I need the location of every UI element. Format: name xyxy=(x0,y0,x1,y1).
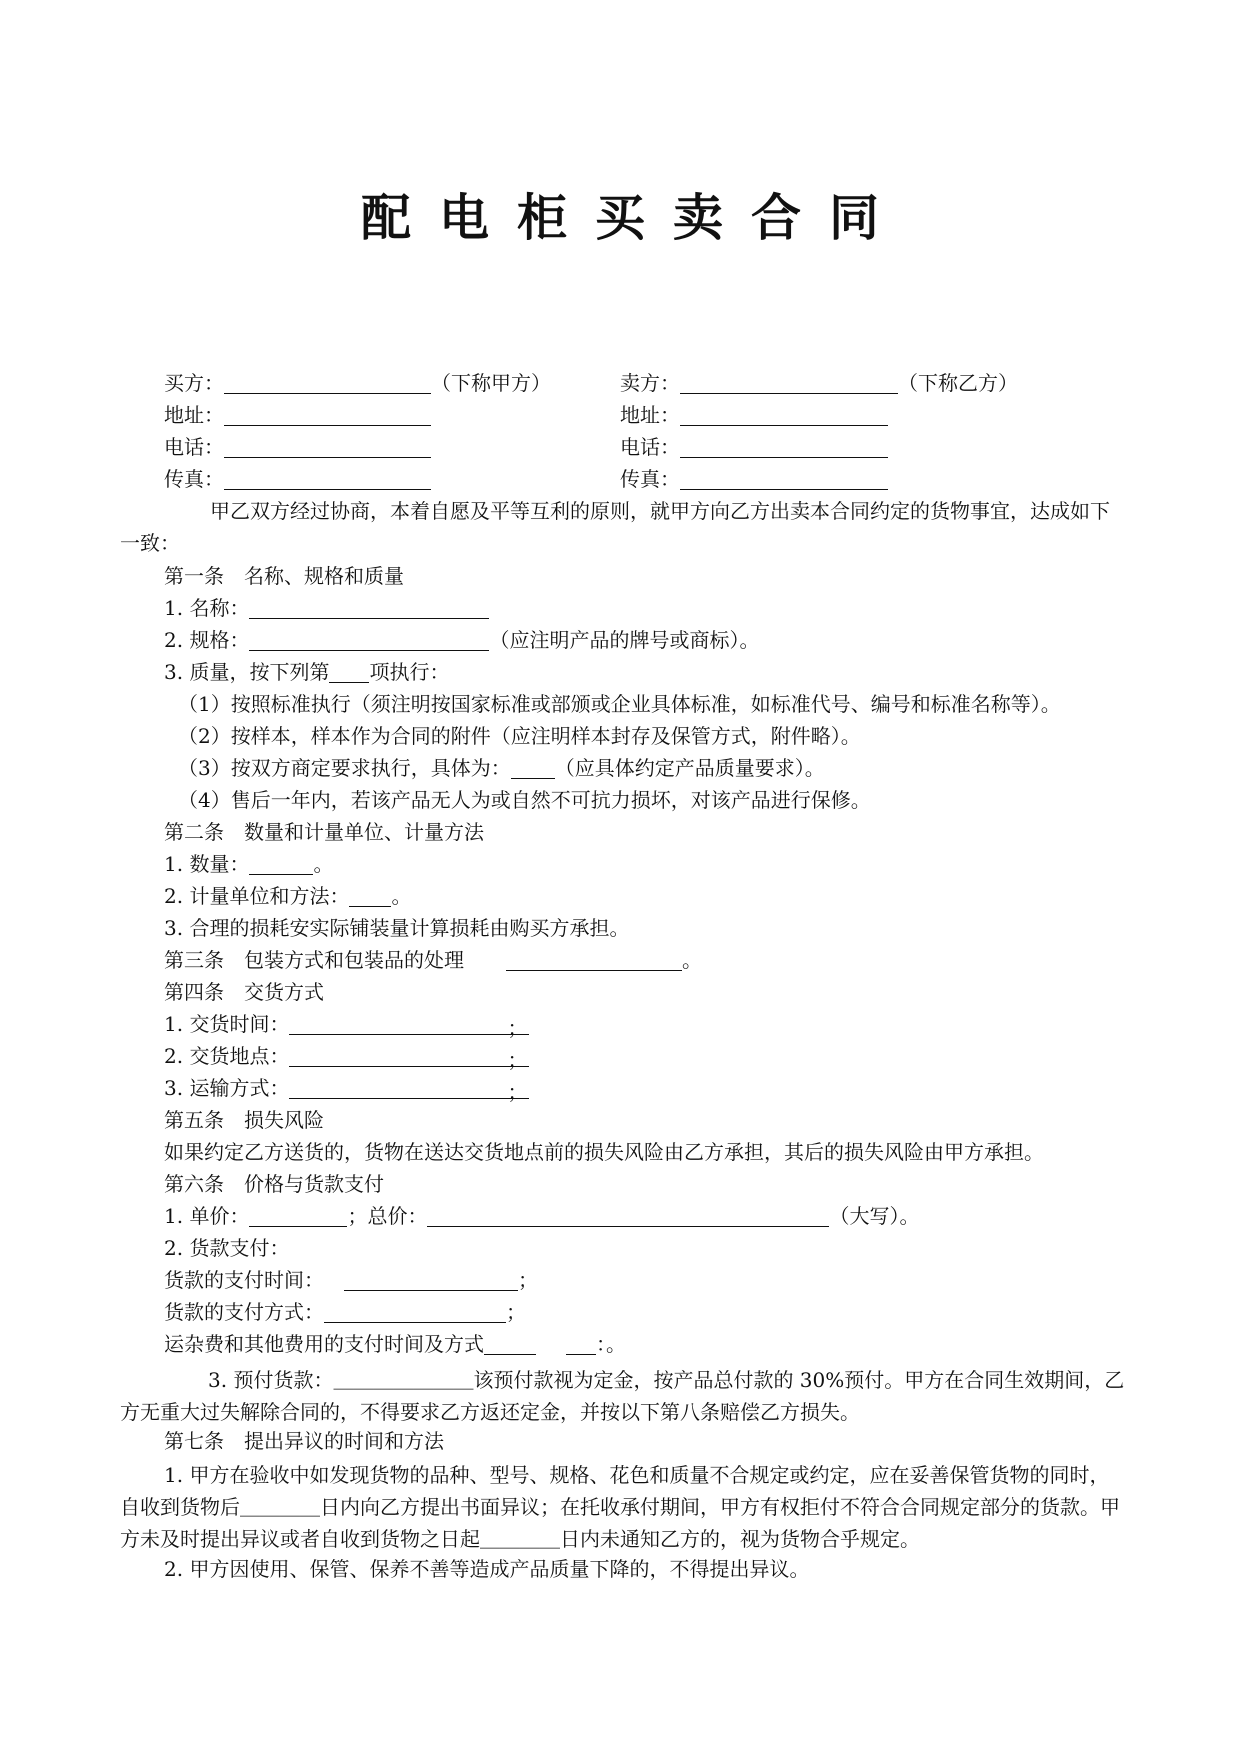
delivery-time-label: 1. 交货时间： xyxy=(164,1012,290,1036)
seller-suffix: （下称乙方） xyxy=(898,371,1018,395)
semicolon: ； xyxy=(507,1048,528,1072)
article-1-heading: 第一条 名称、规格和质量 xyxy=(164,564,404,588)
quantity-blank[interactable] xyxy=(249,854,313,875)
semicolon: ； xyxy=(518,1268,538,1292)
phone-label: 电话： xyxy=(164,435,224,459)
spec-blank[interactable] xyxy=(249,630,489,651)
quality-option-3 xyxy=(178,754,825,782)
article-3-heading: 第三条 包装方式和包装品的处理 xyxy=(164,948,464,972)
delivery-place-blank[interactable] xyxy=(289,1046,529,1072)
intro-paragraph: 甲乙双方经过协商，本着自愿及平等互利的原则，就甲方向乙方出卖本合同约定的货物事宜，达成如下一致： xyxy=(120,499,1110,555)
seller-blank[interactable] xyxy=(680,373,898,394)
misc-fee-label: 运杂费和其他费用的支付时间及方式 xyxy=(164,1332,484,1356)
spec-note: （应注明产品的牌号或商标）。 xyxy=(489,628,760,652)
misc-fee-blank-2[interactable] xyxy=(566,1334,596,1355)
pay-method-label: 货款的支付方式： xyxy=(164,1300,324,1324)
document-title: 配电柜买卖合同 xyxy=(361,188,907,247)
article-3-end: 。 xyxy=(682,948,702,972)
name-line xyxy=(164,594,489,622)
spec-line xyxy=(164,626,759,654)
pay-method-blank[interactable] xyxy=(324,1302,506,1323)
address-label: 地址： xyxy=(620,403,680,427)
buyer-suffix: （下称甲方） xyxy=(431,371,551,395)
phone-label: 电话： xyxy=(620,435,680,459)
payment-line: 2. 货款支付： xyxy=(164,1236,290,1260)
buyer-phone-blank[interactable] xyxy=(224,437,431,458)
semicolon: ； xyxy=(507,1080,528,1104)
seller-phone-line xyxy=(620,433,888,461)
misc-fee-blank-1[interactable] xyxy=(484,1334,536,1355)
quality-line xyxy=(164,658,449,686)
delivery-place-label: 2. 交货地点： xyxy=(164,1044,290,1068)
objection-paragraph-1: 1. 甲方在验收中如发现货物的品种、型号、规格、花色和质量不合规定或约定，应在妥善保管货物的同时，自收到货物后＿＿＿＿日内向乙方提出书面异议；在托收承付期间，甲方有权拒付不符合合同规定部分的货款。甲方未及时提出异议或者自收到货物之日起＿＿＿＿日内未通知乙方的，视为货物合乎规定。 xyxy=(120,1463,1120,1551)
quality-label: 3. 质量，按下列第 xyxy=(164,660,330,684)
unit-end: 。 xyxy=(391,884,412,908)
seller-address-blank[interactable] xyxy=(680,405,888,426)
fax-label: 传真： xyxy=(164,467,224,491)
quantity-line xyxy=(164,850,333,878)
packaging-blank[interactable] xyxy=(506,950,682,971)
misc-fee-end: ：。 xyxy=(596,1332,626,1356)
unit-price-label: 1. 单价： xyxy=(164,1204,250,1228)
pay-time-blank[interactable] xyxy=(344,1270,518,1291)
seller-phone-blank[interactable] xyxy=(680,437,888,458)
option-3-label: （3）按双方商定要求执行，具体为： xyxy=(178,756,511,780)
fax-label: 传真： xyxy=(620,467,680,491)
unit-blank[interactable] xyxy=(349,886,391,907)
pay-method-line xyxy=(164,1298,526,1326)
buyer-line xyxy=(164,369,551,397)
article-6-heading: 第六条 价格与货款支付 xyxy=(164,1172,384,1196)
seller-fax-blank[interactable] xyxy=(680,469,888,490)
objection-paragraph-2: 2. 甲方因使用、保管、保养不善等造成产品质量下降的，不得提出异议。 xyxy=(164,1557,810,1581)
semicolon: ； xyxy=(507,1016,528,1040)
delivery-time-blank[interactable] xyxy=(289,1014,529,1040)
risk-text: 如果约定乙方送货的，货物在送达交货地点前的损失风险由乙方承担，其后的损失风险由甲方承担。 xyxy=(164,1140,1044,1164)
misc-fee-line xyxy=(164,1330,626,1358)
quality-option-4: （4）售后一年内，若该产品无人为或自然不可抗力损坏，对该产品进行保修。 xyxy=(178,788,871,812)
seller-label: 卖方： xyxy=(620,371,680,395)
seller-fax-line xyxy=(620,465,888,493)
quality-item-blank[interactable] xyxy=(329,662,369,683)
transport-line xyxy=(164,1074,529,1102)
pay-time-label: 货款的支付时间： xyxy=(164,1268,324,1292)
delivery-time-line xyxy=(164,1010,529,1038)
daxie-note: （大写）。 xyxy=(829,1204,920,1228)
article-5-heading: 第五条 损失风险 xyxy=(164,1108,324,1132)
article-7-heading: 第七条 提出异议的时间和方法 xyxy=(164,1429,444,1453)
total-price-blank[interactable] xyxy=(427,1206,829,1227)
buyer-fax-blank[interactable] xyxy=(224,469,431,490)
unit-price-blank[interactable] xyxy=(249,1206,347,1227)
quality-option-2: （2）按样本，样本作为合同的附件（应注明样本封存及保管方式，附件略）。 xyxy=(178,724,861,748)
delivery-place-line xyxy=(164,1042,529,1070)
pay-time-line xyxy=(164,1266,538,1294)
option-3-blank[interactable] xyxy=(511,758,555,779)
loss-line: 3. 合理的损耗安实际铺装量计算损耗由购买方承担。 xyxy=(164,916,630,940)
quantity-end: 。 xyxy=(313,852,334,876)
spec-label: 2. 规格： xyxy=(164,628,250,652)
article-4-heading: 第四条 交货方式 xyxy=(164,980,324,1004)
buyer-fax-line xyxy=(164,465,431,493)
quality-label-end: 项执行： xyxy=(369,660,450,684)
transport-label: 3. 运输方式： xyxy=(164,1076,290,1100)
total-price-label: ；总价： xyxy=(347,1204,428,1228)
quantity-label: 1. 数量： xyxy=(164,852,250,876)
seller-address-line xyxy=(620,401,888,429)
semicolon: ； xyxy=(506,1300,526,1324)
buyer-address-blank[interactable] xyxy=(224,405,431,426)
buyer-address-line xyxy=(164,401,431,429)
unit-line xyxy=(164,882,411,910)
buyer-label: 买方： xyxy=(164,371,224,395)
option-3-note: （应具体约定产品质量要求）。 xyxy=(554,756,825,780)
article-2-heading: 第二条 数量和计量单位、计量方法 xyxy=(164,820,484,844)
name-blank[interactable] xyxy=(249,598,489,619)
buyer-phone-line xyxy=(164,433,431,461)
address-label: 地址： xyxy=(164,403,224,427)
prepayment-paragraph: 3. 预付货款：＿＿＿＿＿＿＿该预付款视为定金，按产品总付款的 30%预付。甲方在合同生效期间，乙方无重大过失解除合同的，不得要求乙方返还定金，并按以下第八条赔偿乙方损失。 xyxy=(120,1368,1125,1424)
unit-label: 2. 计量单位和方法： xyxy=(164,884,350,908)
name-label: 1. 名称： xyxy=(164,596,250,620)
transport-blank[interactable] xyxy=(289,1078,529,1104)
article-3-line xyxy=(164,946,702,974)
price-line xyxy=(164,1202,919,1230)
seller-line xyxy=(620,369,1018,397)
quality-option-1: （1）按照标准执行（须注明按国家标准或部颁或企业具体标准，如标准代号、编号和标准名称等）。 xyxy=(178,692,1061,716)
buyer-blank[interactable] xyxy=(224,373,431,394)
